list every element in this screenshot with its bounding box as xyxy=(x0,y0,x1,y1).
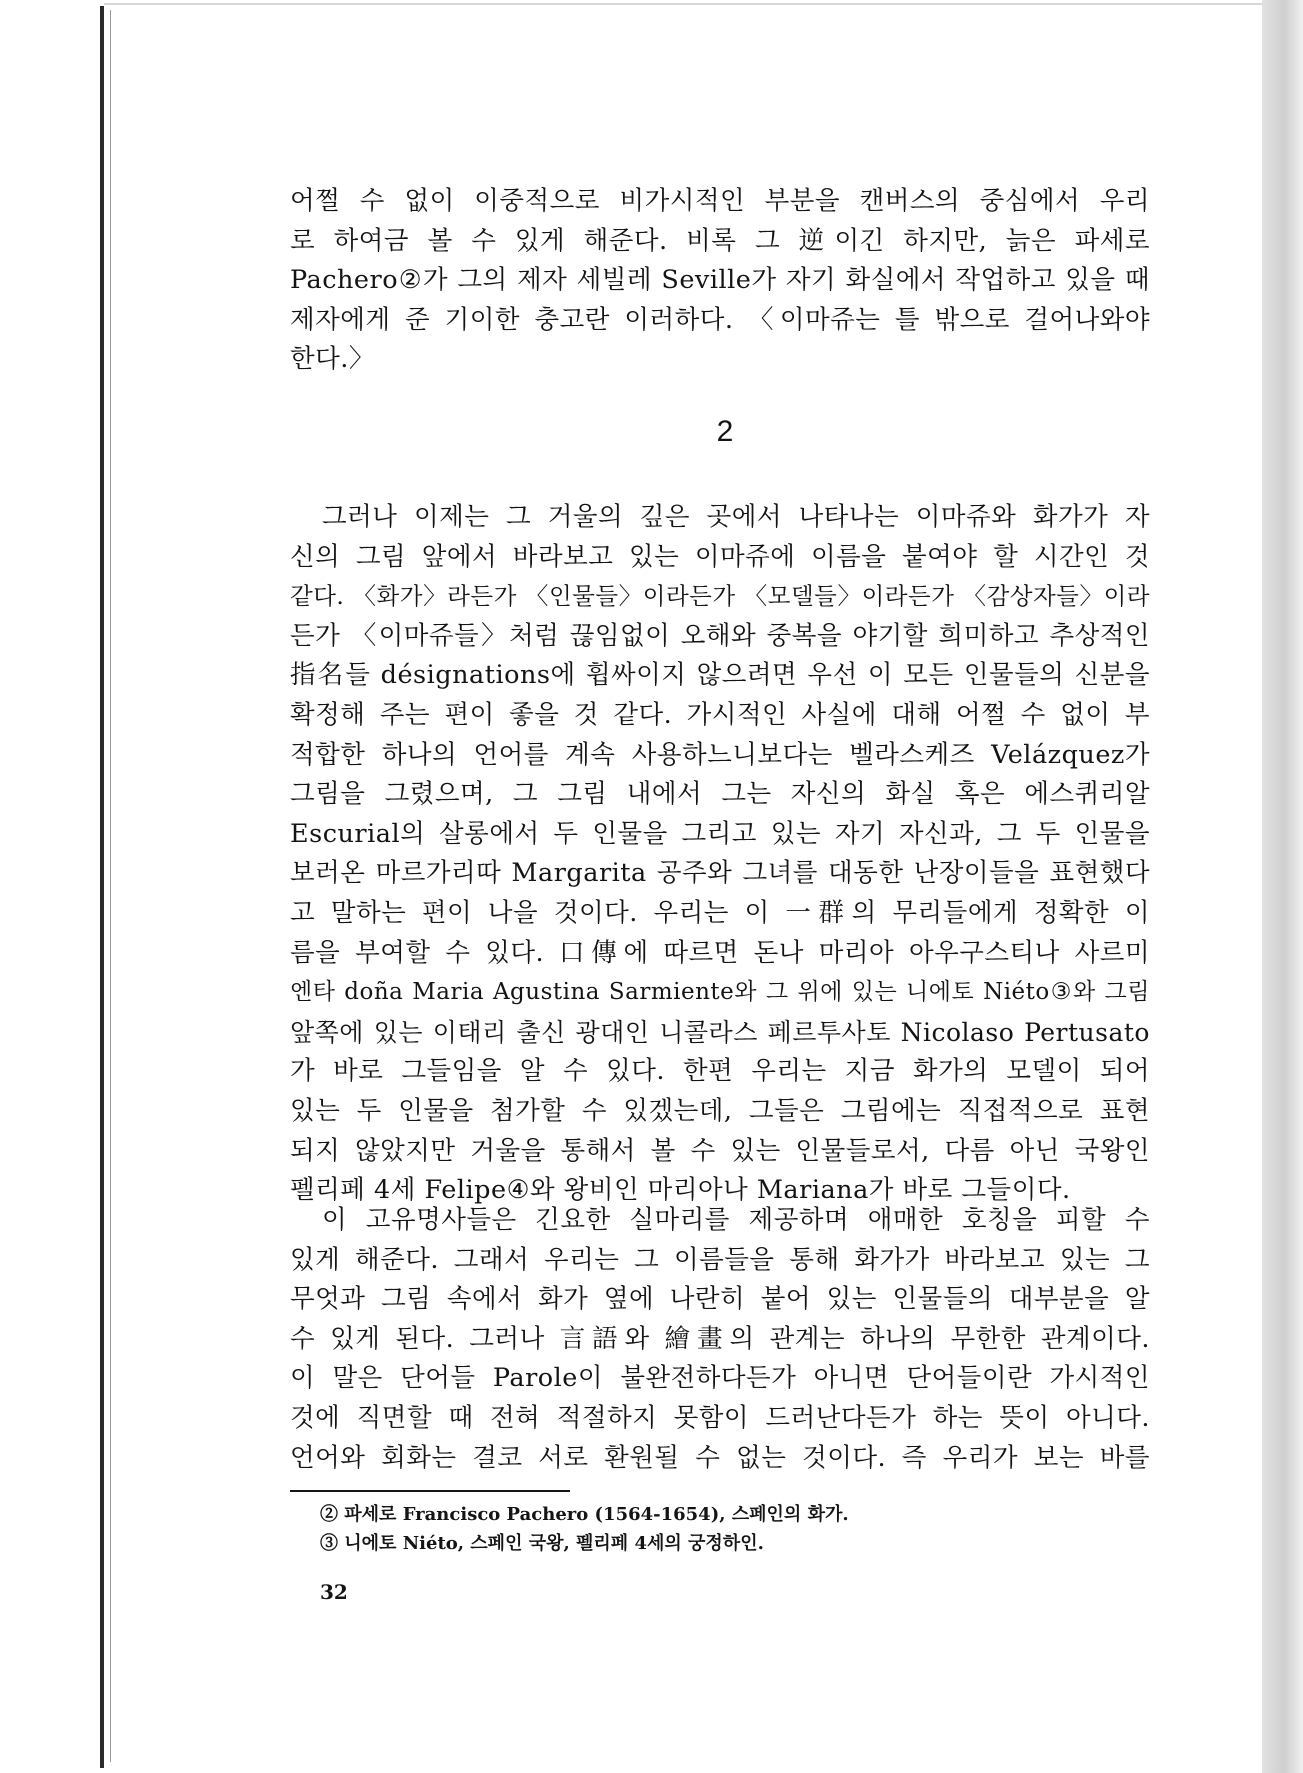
text-line: 어쩔 수 없이 이중적으로 비가시적인 부분을 캔버스의 중심에서 우리 xyxy=(290,186,1150,216)
text-line: 엔타 doña Maria Agustina Sarmiente와 그 위에 있는 니에토 Niéto③와 그림 xyxy=(290,979,1150,1006)
text-line: 로 하여금 볼 수 있게 해준다. 비록 그 逆이긴 하지만, 늙은 파세로 xyxy=(290,225,1150,256)
paragraph-proper-names xyxy=(290,1201,1150,1478)
section-number: 2 xyxy=(716,415,734,448)
text-line: 제자에게 준 기이한 충고란 이러하다. 〈이마쥬는 틀 밖으로 걸어나와야 xyxy=(290,304,1150,335)
text-line: 되지 않았지만 거울을 통해서 볼 수 있는 인물들로서, 다름 아닌 국왕인 xyxy=(290,1135,1150,1166)
text-line: 고 말하는 편이 나을 것이다. 우리는 이 一群의 무리들에게 정확한 이 xyxy=(290,897,1150,928)
text-line: Pachero②가 그의 제자 세빌레 Seville가 자기 화실에서 작업하고 있을 때 xyxy=(290,265,1150,296)
text-line: 앞쪽에 있는 이태리 출신 광대인 니콜라스 페르투사토 Nicolaso Pertusato xyxy=(290,1017,1150,1047)
text-line: Escurial의 살롱에서 두 인물을 그리고 있는 자기 자신과, 그 두 인물을 xyxy=(290,818,1150,849)
paragraph-names xyxy=(290,498,1150,1211)
text-line: 가 바로 그들임을 알 수 있다. 한편 우리는 지금 화가의 모델이 되어 xyxy=(290,1056,1150,1087)
text-line: 것에 직면할 때 전혀 적절하지 못함이 드러난다든가 하는 뜻이 아니다. xyxy=(290,1402,1150,1433)
text-line: 이 고유명사들은 긴요한 실마리를 제공하며 애매한 호칭을 피할 수 xyxy=(322,1205,1150,1235)
text-line: 수 있게 된다. 그러나 言語와 繪畫의 관계는 하나의 무한한 관계이다. xyxy=(290,1323,1150,1354)
page-spine-edge xyxy=(100,6,104,1768)
text-line: 같다. 〈화가〉라든가 〈인물들〉이라든가 〈모델들〉이라든가 〈감상자들〉이라 xyxy=(290,582,1150,611)
page-number: 32 xyxy=(320,1580,348,1604)
text-line: 확정해 주는 편이 좋을 것 같다. 가시적인 사실에 대해 어쩔 수 없이 부 xyxy=(290,699,1150,730)
text-line: 펠리페 4세 Felipe④와 왕비인 마리아나 Mariana가 바로 그들이다. xyxy=(290,1175,1071,1206)
paragraph-continued xyxy=(290,182,1150,380)
footnotes xyxy=(320,1500,1120,1558)
page-top-edge xyxy=(104,3,1262,5)
footnote: ③ 니에토 Niéto, 스페인 국왕, 펠리페 4세의 궁정하인. xyxy=(320,1533,764,1554)
text-line: 그림을 그렸으며, 그 그림 내에서 그는 자신의 화실 혹은 에스퀴리알 xyxy=(290,779,1150,810)
text-line: 무엇과 그림 속에서 화가 옆에 나란히 붙어 있는 인물들의 대부분을 알 xyxy=(290,1284,1150,1315)
text-line: 이 말은 단어들 Parole이 불완전하다든가 아니면 단어들이란 가시적인 xyxy=(290,1363,1150,1394)
text-line: 신의 그림 앞에서 바라보고 있는 이마쥬에 이름을 붙여야 할 시간인 것 xyxy=(290,541,1150,572)
text-line: 있게 해준다. 그래서 우리는 그 이름들을 통해 화가가 바라보고 있는 그 xyxy=(290,1244,1150,1275)
footnote-divider xyxy=(290,1490,570,1492)
page-spine-shadow xyxy=(110,10,111,1762)
text-line: 름을 부여할 수 있다. 口傳에 따르면 돈나 마리아 아우구스티나 사르미 xyxy=(290,937,1150,968)
text-line: 든가 〈이마쥬들〉처럼 끊임없이 오해와 중복을 야기할 희미하고 추상적인 xyxy=(290,620,1150,651)
text-line: 指名들 désignations에 휩싸이지 않으려면 우선 이 모든 인물들의 신분을 xyxy=(290,660,1150,691)
text-line: 적합한 하나의 언어를 계속 사용하느니보다는 벨라스케즈 Velázquez가 xyxy=(290,739,1150,770)
text-line: 보러온 마르가리따 Margarita 공주와 그녀를 대동한 난장이들을 표현했다 xyxy=(290,858,1150,889)
page-stack-edge xyxy=(1262,0,1303,1773)
footnote: ② 파세로 Francisco Pachero (1564-1654), 스페인의 화가. xyxy=(320,1504,849,1525)
text-line: 한다.〉 xyxy=(290,344,375,375)
text-line: 언어와 회화는 결코 서로 환원될 수 없는 것이다. 즉 우리가 보는 바를 xyxy=(290,1442,1150,1473)
text-line: 있는 두 인물을 첨가할 수 있겠는데, 그들은 그림에는 직접적으로 표현 xyxy=(290,1095,1150,1126)
text-line: 그러나 이제는 그 거울의 깊은 곳에서 나타나는 이마쥬와 화가가 자 xyxy=(322,502,1150,532)
